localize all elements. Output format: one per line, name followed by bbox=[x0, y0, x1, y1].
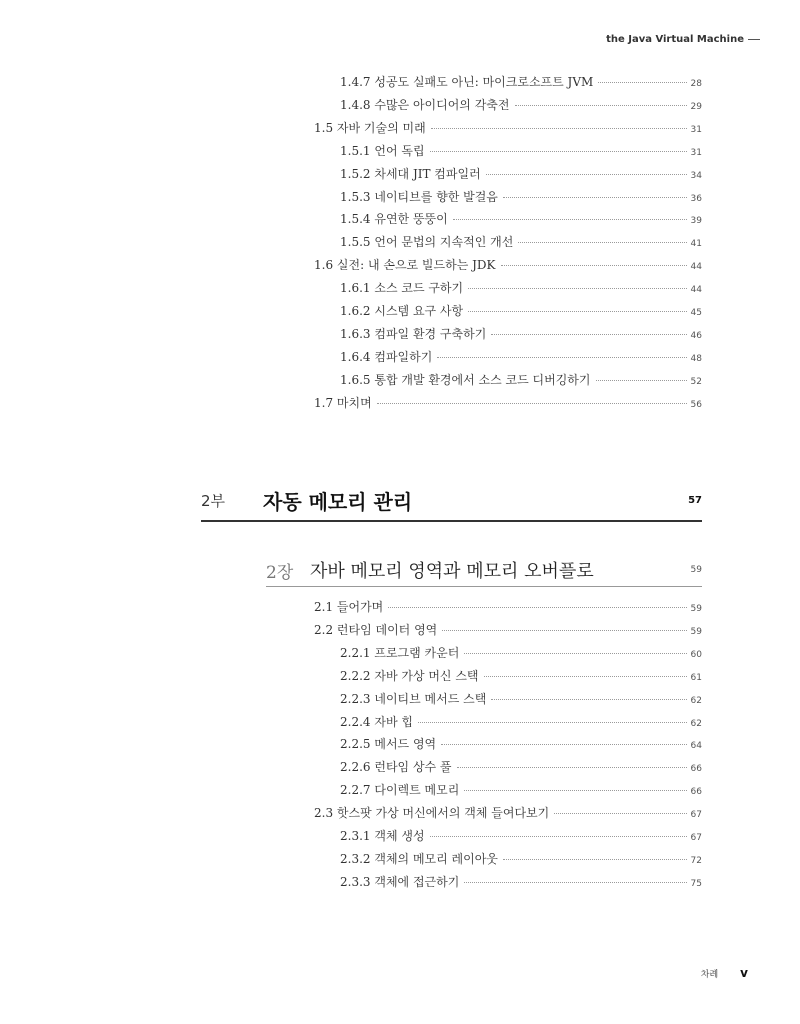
part-number: 2부 bbox=[201, 491, 226, 510]
toc-entry-page: 67 bbox=[690, 833, 702, 843]
toc-entry bbox=[340, 166, 702, 182]
dot-leader bbox=[518, 242, 686, 243]
toc-entry-page: 66 bbox=[690, 764, 702, 775]
toc-entry bbox=[340, 851, 702, 867]
toc-entry-page: 59 bbox=[690, 626, 702, 637]
dot-leader bbox=[464, 882, 686, 883]
toc-entry bbox=[340, 303, 702, 319]
toc-entry bbox=[314, 257, 702, 273]
toc-entry-title: 2.2.4 자바 힙 bbox=[340, 714, 413, 729]
chapter-page: 59 bbox=[690, 565, 702, 575]
toc-entry bbox=[314, 599, 702, 615]
toc-entry-title: 1.6 실전: 내 손으로 빌드하는 JDK bbox=[314, 258, 496, 273]
dot-leader bbox=[596, 380, 687, 381]
toc-entry bbox=[340, 97, 702, 113]
toc-entry bbox=[314, 805, 702, 821]
toc-entry bbox=[340, 326, 702, 342]
toc-entry-title: 1.6.5 통합 개발 환경에서 소스 코드 디버깅하기 bbox=[340, 372, 591, 387]
toc-entry-page: 45 bbox=[690, 308, 702, 318]
toc-entry-page: 39 bbox=[690, 216, 702, 227]
dot-leader bbox=[430, 836, 687, 837]
toc-entry-page: 29 bbox=[690, 101, 702, 112]
toc-entry-title: 1.5.2 차세대 JIT 컴파일러 bbox=[340, 166, 481, 181]
toc-entry-page: 44 bbox=[690, 262, 702, 273]
toc-entry bbox=[340, 874, 702, 890]
toc-entry-page: 31 bbox=[690, 147, 702, 158]
dot-leader bbox=[503, 859, 687, 860]
toc-entry-title: 1.5.1 언어 독립 bbox=[340, 143, 425, 158]
part-title: 자동 메모리 관리 bbox=[263, 489, 413, 514]
toc-entry-title: 2.3.1 객체 생성 bbox=[340, 829, 425, 843]
dot-leader bbox=[464, 790, 686, 791]
chapter-number: 2장 bbox=[266, 562, 294, 583]
toc-entry bbox=[340, 189, 702, 205]
toc-entry-page: 62 bbox=[690, 695, 702, 706]
toc-entry-title: 1.6.1 소스 코드 구하기 bbox=[340, 281, 464, 296]
toc-entry-page: 75 bbox=[690, 878, 702, 889]
toc-entry bbox=[340, 691, 702, 707]
toc-entry-title: 1.5 자바 기술의 미래 bbox=[314, 120, 426, 135]
dot-leader bbox=[554, 813, 686, 814]
dot-leader bbox=[515, 105, 687, 106]
dot-leader bbox=[491, 334, 686, 335]
toc-entry-title: 1.5.4 유연한 뚱뚱이 bbox=[340, 212, 448, 227]
footer-label: 차례 bbox=[700, 969, 719, 980]
toc-entry-title: 2.2 런타임 데이터 영역 bbox=[314, 622, 438, 637]
toc-entry-title: 1.7 마치며 bbox=[314, 395, 372, 410]
dot-leader bbox=[484, 676, 687, 677]
toc-entry-page: 56 bbox=[690, 399, 702, 410]
dot-leader bbox=[453, 219, 687, 220]
toc-entry-title: 1.5.3 네이티브를 향한 발걸음 bbox=[340, 189, 498, 204]
toc-entry-title: 1.6.4 컴파일하기 bbox=[340, 349, 433, 364]
dot-leader bbox=[442, 630, 686, 631]
toc-entry-page: 48 bbox=[690, 353, 702, 364]
toc-entry bbox=[314, 622, 702, 638]
toc-entry-page: 60 bbox=[690, 649, 702, 660]
toc-entry-title: 2.2.6 런타임 상수 풀 bbox=[340, 760, 452, 775]
toc-entry-title: 1.6.2 시스템 요구 사항 bbox=[340, 304, 464, 318]
toc-entry bbox=[340, 234, 702, 250]
toc-entry bbox=[340, 782, 702, 798]
part-page: 57 bbox=[688, 494, 702, 506]
chapter-title: 자바 메모리 영역과 메모리 오버플로 bbox=[310, 561, 594, 582]
toc-entry-title: 1.5.5 언어 문법의 지속적인 개선 bbox=[340, 235, 514, 250]
page-footer bbox=[701, 966, 748, 980]
toc-entry-title: 2.3 핫스팟 가상 머신에서의 객체 들여다보기 bbox=[314, 806, 550, 821]
toc-entry-page: 36 bbox=[690, 193, 702, 204]
toc-entry-title: 2.1 들어가며 bbox=[314, 600, 384, 614]
toc-entry-title: 2.2.7 다이렉트 메모리 bbox=[340, 783, 460, 798]
running-header-title: the Java Virtual Machine bbox=[606, 34, 744, 45]
toc-entry bbox=[340, 349, 702, 365]
toc-entry-title: 2.2.3 네이티브 메서드 스택 bbox=[340, 691, 487, 706]
dot-leader bbox=[491, 699, 686, 700]
toc-entry-title: 1.4.8 수많은 아이디어의 각축전 bbox=[340, 97, 510, 112]
toc-entry bbox=[340, 645, 702, 661]
chapter-heading bbox=[266, 554, 702, 587]
toc-entry-page: 59 bbox=[690, 604, 702, 614]
toc-entry-page: 61 bbox=[690, 672, 702, 683]
footer-page-number: v bbox=[740, 966, 748, 980]
toc-entry-page: 31 bbox=[690, 124, 702, 135]
dot-leader bbox=[418, 722, 687, 723]
toc-entry bbox=[340, 211, 702, 227]
toc-entry-page: 41 bbox=[690, 239, 702, 250]
toc-entry-title: 2.2.1 프로그램 카운터 bbox=[340, 645, 460, 660]
dot-leader bbox=[501, 265, 687, 266]
dot-leader bbox=[464, 653, 686, 654]
toc-entry bbox=[340, 74, 702, 90]
toc-entry bbox=[340, 759, 702, 775]
toc-entry-title: 2.2.2 자바 가상 머신 스택 bbox=[340, 668, 479, 683]
toc-entry bbox=[314, 395, 702, 411]
part-heading bbox=[201, 480, 702, 522]
toc-entry-page: 44 bbox=[690, 285, 702, 296]
toc-entry-page: 62 bbox=[690, 718, 702, 729]
running-header-rule bbox=[748, 39, 760, 40]
toc-entry-page: 46 bbox=[690, 330, 702, 341]
toc-entry bbox=[314, 120, 702, 136]
dot-leader bbox=[388, 607, 686, 608]
toc-entry-page: 66 bbox=[690, 787, 702, 798]
toc-entry bbox=[340, 714, 702, 730]
toc-entry-title: 1.6.3 컴파일 환경 구축하기 bbox=[340, 326, 487, 341]
dot-leader bbox=[486, 174, 687, 175]
dot-leader bbox=[431, 128, 687, 129]
dot-leader bbox=[437, 357, 686, 358]
toc-entry bbox=[340, 736, 702, 752]
toc-entry-title: 1.4.7 성공도 실패도 아닌: 마이크로소프트 JVM bbox=[340, 75, 594, 89]
dot-leader bbox=[441, 744, 686, 745]
toc-entry-page: 34 bbox=[690, 170, 702, 181]
toc-entry bbox=[340, 668, 702, 684]
toc-entry-page: 52 bbox=[690, 376, 702, 387]
toc-entry bbox=[340, 143, 702, 159]
toc-entry-page: 28 bbox=[690, 79, 702, 89]
dot-leader bbox=[468, 288, 686, 289]
dot-leader bbox=[430, 151, 687, 152]
toc-entry-title: 2.3.3 객체에 접근하기 bbox=[340, 874, 460, 889]
toc-entry bbox=[340, 280, 702, 296]
toc-entry-page: 67 bbox=[690, 810, 702, 821]
toc-entry-title: 2.3.2 객체의 메모리 레이아웃 bbox=[340, 851, 498, 866]
dot-leader bbox=[457, 767, 687, 768]
toc-entry-page: 64 bbox=[690, 741, 702, 752]
dot-leader bbox=[503, 197, 687, 198]
toc-entry bbox=[340, 372, 702, 388]
dot-leader bbox=[598, 82, 686, 83]
toc-entry bbox=[340, 828, 702, 844]
dot-leader bbox=[468, 311, 686, 312]
running-header bbox=[606, 34, 760, 45]
toc-entry-title: 2.2.5 메서드 영역 bbox=[340, 737, 437, 752]
dot-leader bbox=[377, 403, 687, 404]
toc-entry-page: 72 bbox=[690, 855, 702, 866]
